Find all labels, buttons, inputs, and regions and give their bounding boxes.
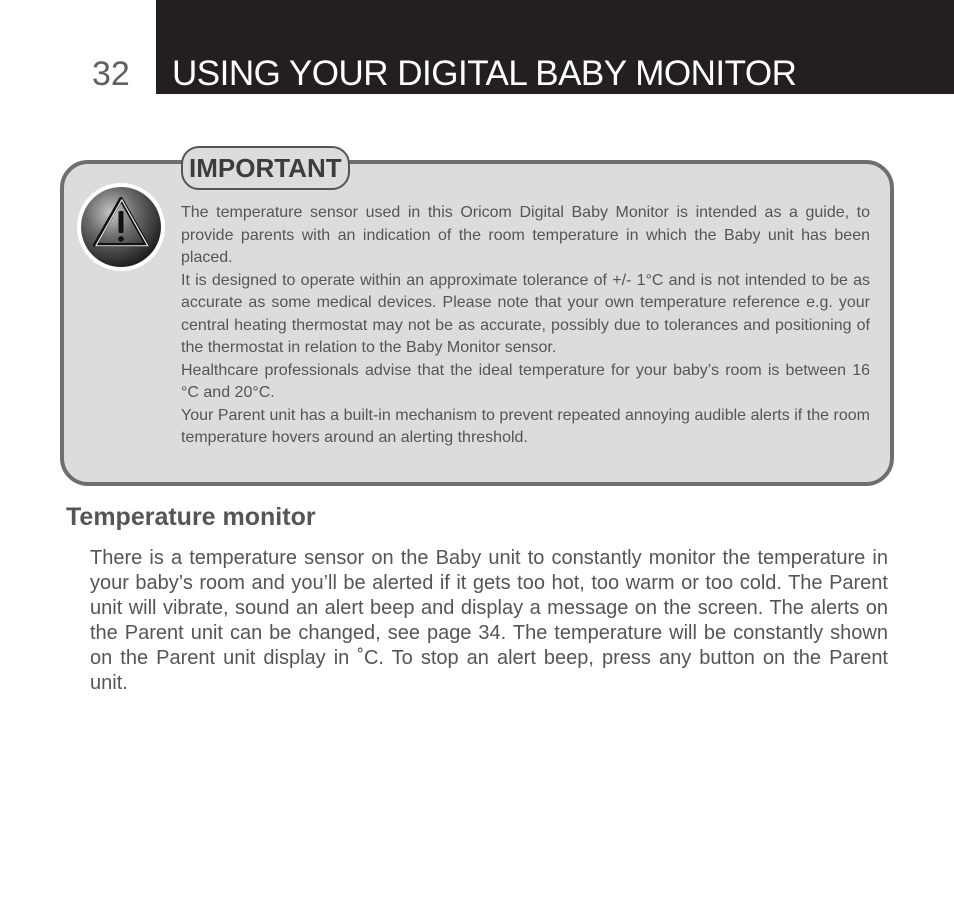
section-body: There is a temperature sensor on the Baby unit to constantly monitor the temperature in your baby’s room and you’ll be alerted if it gets too hot, too warm or too cold. The Parent unit will vibrate, sound an alert beep and display a message on the screen. The alerts on the Parent unit can be changed, see page 34. The temperature will be constantly shown on the Parent unit display in ˚C. To stop an alert beep, press any button on the Parent unit.: [90, 547, 888, 694]
page-title: USING YOUR DIGITAL BABY MONITOR: [172, 54, 797, 93]
important-paragraph: Healthcare professionals advise that the ideal temperature for your baby’s room is between 16 °C and 20°C.: [181, 361, 870, 401]
important-paragraph: The temperature sensor used in this Oricom Digital Baby Monitor is intended as a guide, to provide parents with an indication of the room temperature in which the Baby unit has been placed.: [181, 204, 870, 266]
important-tab: [181, 146, 350, 190]
important-text: [181, 202, 870, 450]
important-label: IMPORTANT: [189, 152, 342, 183]
important-paragraph: It is designed to operate within an approximate tolerance of +/- 1°C and is not intended to be as accurate as some medical devices. Please note that your own temperature reference e.g. your central heating thermostat may not be as accurate, possibly due to tolerances and positioning of the thermostat in relation to the Baby Monitor sensor.: [181, 271, 870, 356]
header-bar: [156, 0, 954, 94]
section-heading: Temperature monitor: [66, 503, 316, 531]
page-number: 32: [92, 55, 130, 93]
warning-triangle-icon: [75, 181, 167, 273]
important-paragraph: Your Parent unit has a built-in mechanism to prevent repeated annoying audible alerts if the room temperature hovers around an alerting threshold.: [181, 406, 870, 446]
